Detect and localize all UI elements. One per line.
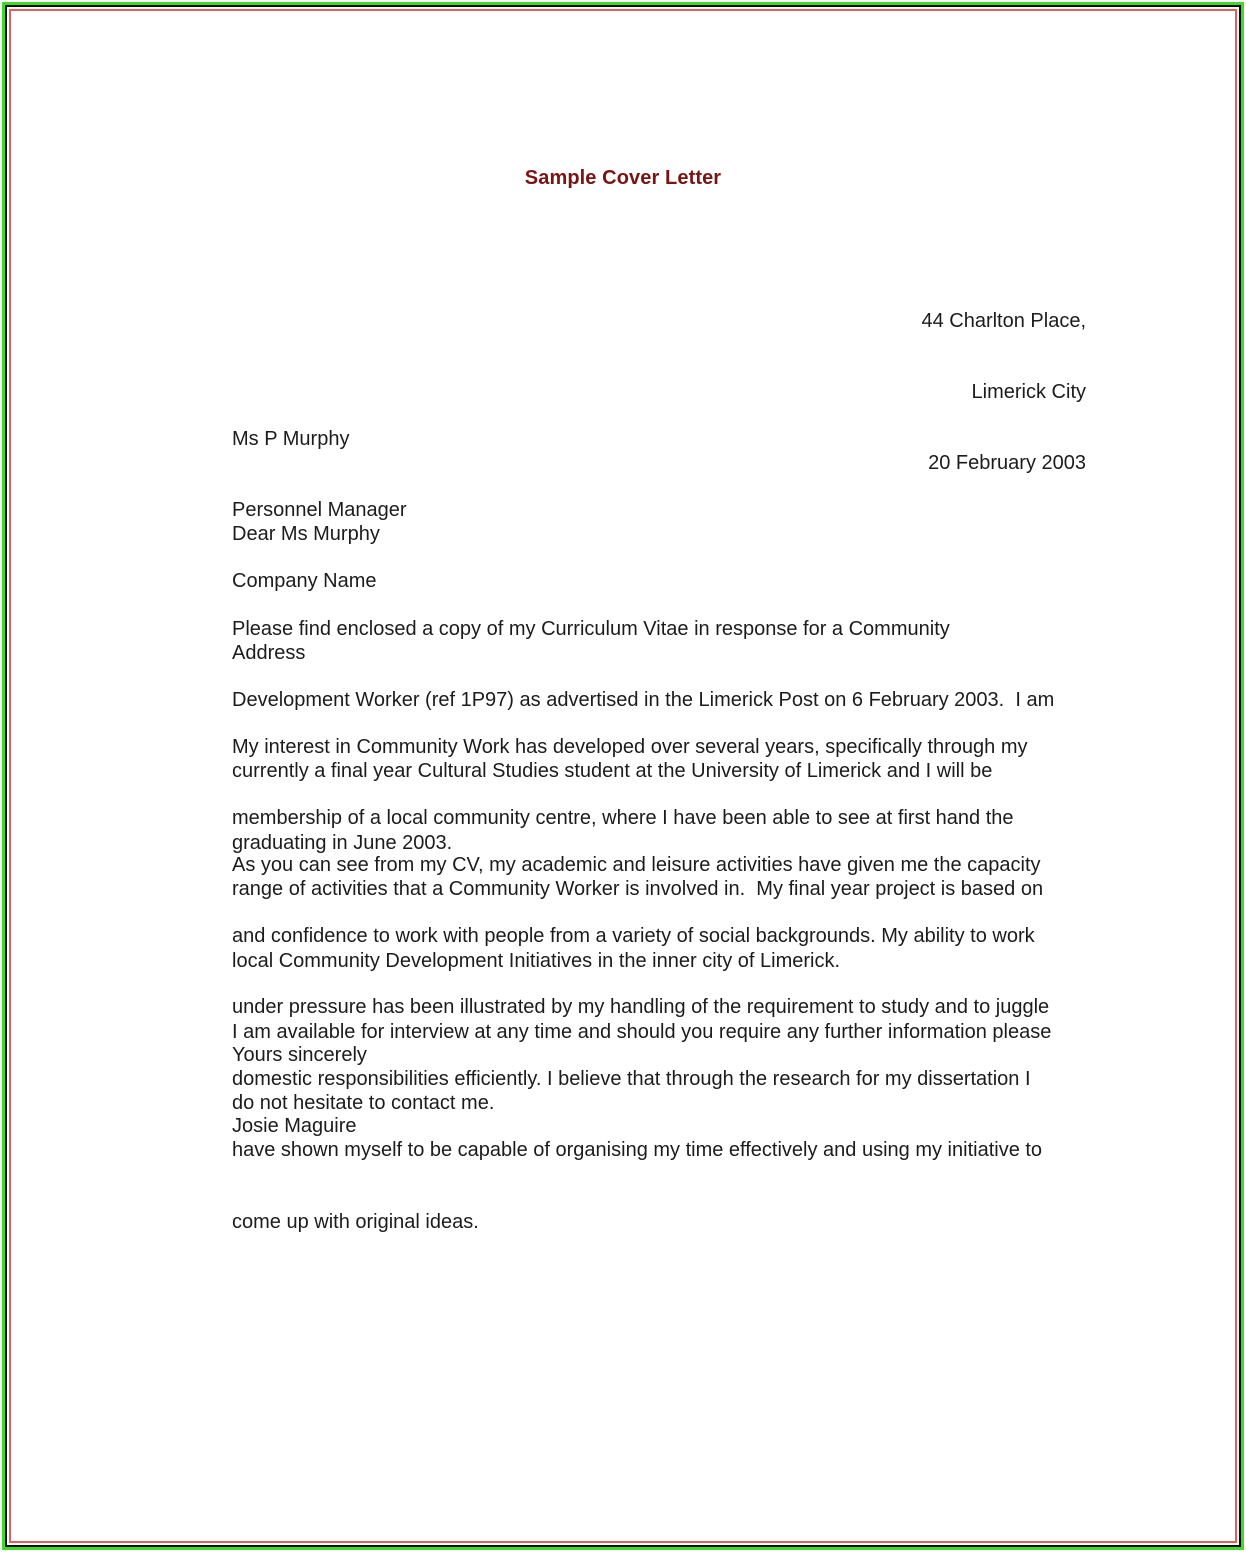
sender-street: 44 Charlton Place, — [921, 309, 1086, 332]
recipient-title: Personnel Manager — [232, 498, 407, 521]
paragraph-line: do not hesitate to contact me. — [232, 1091, 495, 1114]
paragraph-line: have shown myself to be capable of organising my time effectively and using my initiative to — [232, 1139, 1043, 1162]
closing: Yours sincerely — [232, 1044, 367, 1066]
sender-address — [921, 262, 1086, 500]
paragraph-line: Please find enclosed a copy of my Curriculum Vitae in response for a Community — [232, 617, 950, 640]
letter-title: Sample Cover Letter — [524, 167, 722, 189]
paragraph-line: My interest in Community Work has developed over several years, specifically through my — [232, 735, 1028, 758]
letter-date: 20 February 2003 — [928, 452, 1086, 475]
paragraph-line: I am available for interview at any time and should you require any further information please — [232, 1020, 1052, 1043]
paragraph-line: membership of a local community centre, where I have been able to see at first hand the — [232, 806, 1014, 829]
paragraph-line: under pressure has been illustrated by my handling of the requirement to study and to juggle — [232, 996, 1050, 1019]
paragraph-line: range of activities that a Community Worker is involved in. My final year project is based on — [232, 878, 1044, 901]
paragraph-line: currently a final year Cultural Studies student at the University of Limerick and I will be — [232, 760, 993, 783]
recipient-company: Company Name — [232, 570, 377, 593]
paragraph-line: domestic responsibilities efficiently. I believe that through the research for my dissertation I — [232, 1067, 1031, 1090]
paragraph-line: come up with original ideas. — [232, 1210, 479, 1233]
signature: Josie Maguire — [232, 1115, 357, 1137]
paragraph-line: local Community Development Initiatives in the inner city of Limerick. — [232, 949, 841, 972]
paragraph-line: Development Worker (ref 1P97) as advertised in the Limerick Post on 6 February 2003. I am — [232, 688, 1055, 711]
sender-city: Limerick City — [971, 380, 1086, 403]
recipient-name: Ms P Murphy — [232, 427, 350, 450]
paragraph-line: and confidence to work with people from a variety of social backgrounds. My ability to work — [232, 924, 1035, 947]
recipient-address-line: Address — [232, 641, 306, 664]
paragraph-line: graduating in June 2003. — [232, 831, 453, 854]
salutation: Dear Ms Murphy — [232, 523, 380, 545]
paragraph-line: As you can see from my CV, my academic and leisure activities have given me the capacity — [232, 853, 1041, 876]
